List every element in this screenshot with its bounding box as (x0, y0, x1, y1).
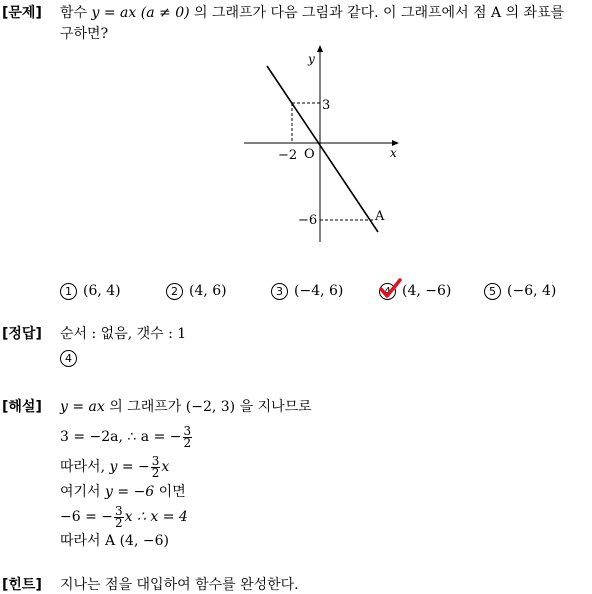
solution-var-x: x (161, 459, 170, 475)
point-a-label: A (375, 209, 385, 224)
solution-text-1: 의 그래프가 (−2, 3) 을 지나므로 (109, 399, 312, 415)
choice-2[interactable] (166, 282, 227, 300)
solution-eq-4: y = −6 (105, 484, 155, 500)
choice-number: 2 (166, 283, 183, 300)
solution-line-2 (60, 422, 193, 452)
answer-number: 4 (60, 350, 77, 367)
solution-eq-3: y = − (109, 459, 150, 475)
tick-label-y-neg6: −6 (298, 213, 318, 228)
solution-line-5 (60, 502, 188, 532)
answer-line: 순서 : 없음, 갯수 : 1 (60, 326, 187, 342)
y-axis-label: y (308, 52, 315, 66)
solution-eq-1: y = ax (60, 399, 105, 415)
choice-1[interactable] (60, 282, 121, 300)
problem-text-pre: 함수 (60, 5, 88, 21)
hint-text: 지나는 점을 대입하여 함수를 완성한다. (60, 577, 299, 593)
solution-text-4-post: 이면 (154, 484, 186, 500)
choice-4[interactable] (379, 282, 451, 300)
solution-line-3 (60, 452, 169, 482)
problem-line-2: 구하면? (60, 26, 109, 42)
problem-tag: [문제] (2, 5, 42, 21)
solution-line-4 (60, 483, 186, 501)
problem-line-1 (60, 4, 564, 22)
x-axis-label: x (390, 146, 397, 160)
solution-line-1 (60, 398, 312, 416)
fraction-3-2: $\frac{3}{2}$ (151, 453, 160, 480)
problem-text-post: 의 그래프가 다음 그림과 같다. 이 그래프에서 점 A 의 좌표를 (194, 5, 565, 21)
solution-eq-5-post: x ∴ x = 4 (124, 509, 188, 525)
check-mark-icon (378, 278, 402, 300)
choice-3[interactable] (271, 282, 343, 300)
solution-line-6: 따라서 A (4, −6) (60, 533, 169, 549)
choice-text: (6, 4) (83, 283, 121, 299)
fraction-3-2: $\frac{3}{2}$ (115, 503, 123, 530)
tick-label-y-3: 3 (322, 98, 331, 113)
choice-number: 1 (60, 283, 77, 300)
choice-text: (−4, 6) (294, 283, 344, 299)
choice-text: (4, 6) (189, 283, 227, 299)
solution-eq-5: −6 = − (60, 509, 113, 525)
choice-number: 5 (484, 283, 501, 300)
solution-tag: [해설] (2, 399, 42, 415)
choice-number: 4 (379, 283, 396, 300)
solution-eq-2: 3 = −2a, ∴ a = − (60, 429, 182, 445)
choice-5[interactable] (484, 282, 556, 300)
tick-label-x-neg2: −2 (278, 148, 298, 163)
answer-circled (60, 349, 83, 367)
problem-equation: y = ax (a ≠ 0) (91, 5, 190, 21)
origin-label: O (304, 147, 315, 162)
answer-tag: [정답] (2, 326, 42, 342)
fraction-3-2: $\frac{3}{2}$ (183, 423, 192, 450)
y-axis-arrow (317, 45, 323, 52)
choice-text: (4, −6) (402, 283, 452, 299)
choice-number: 3 (271, 283, 288, 300)
solution-text-4: 여기서 (60, 484, 106, 500)
hint-tag: [힌트] (2, 577, 42, 593)
function-graph (236, 42, 406, 252)
solution-text-3: 따라서, (60, 459, 110, 475)
choice-text: (−6, 4) (507, 283, 557, 299)
